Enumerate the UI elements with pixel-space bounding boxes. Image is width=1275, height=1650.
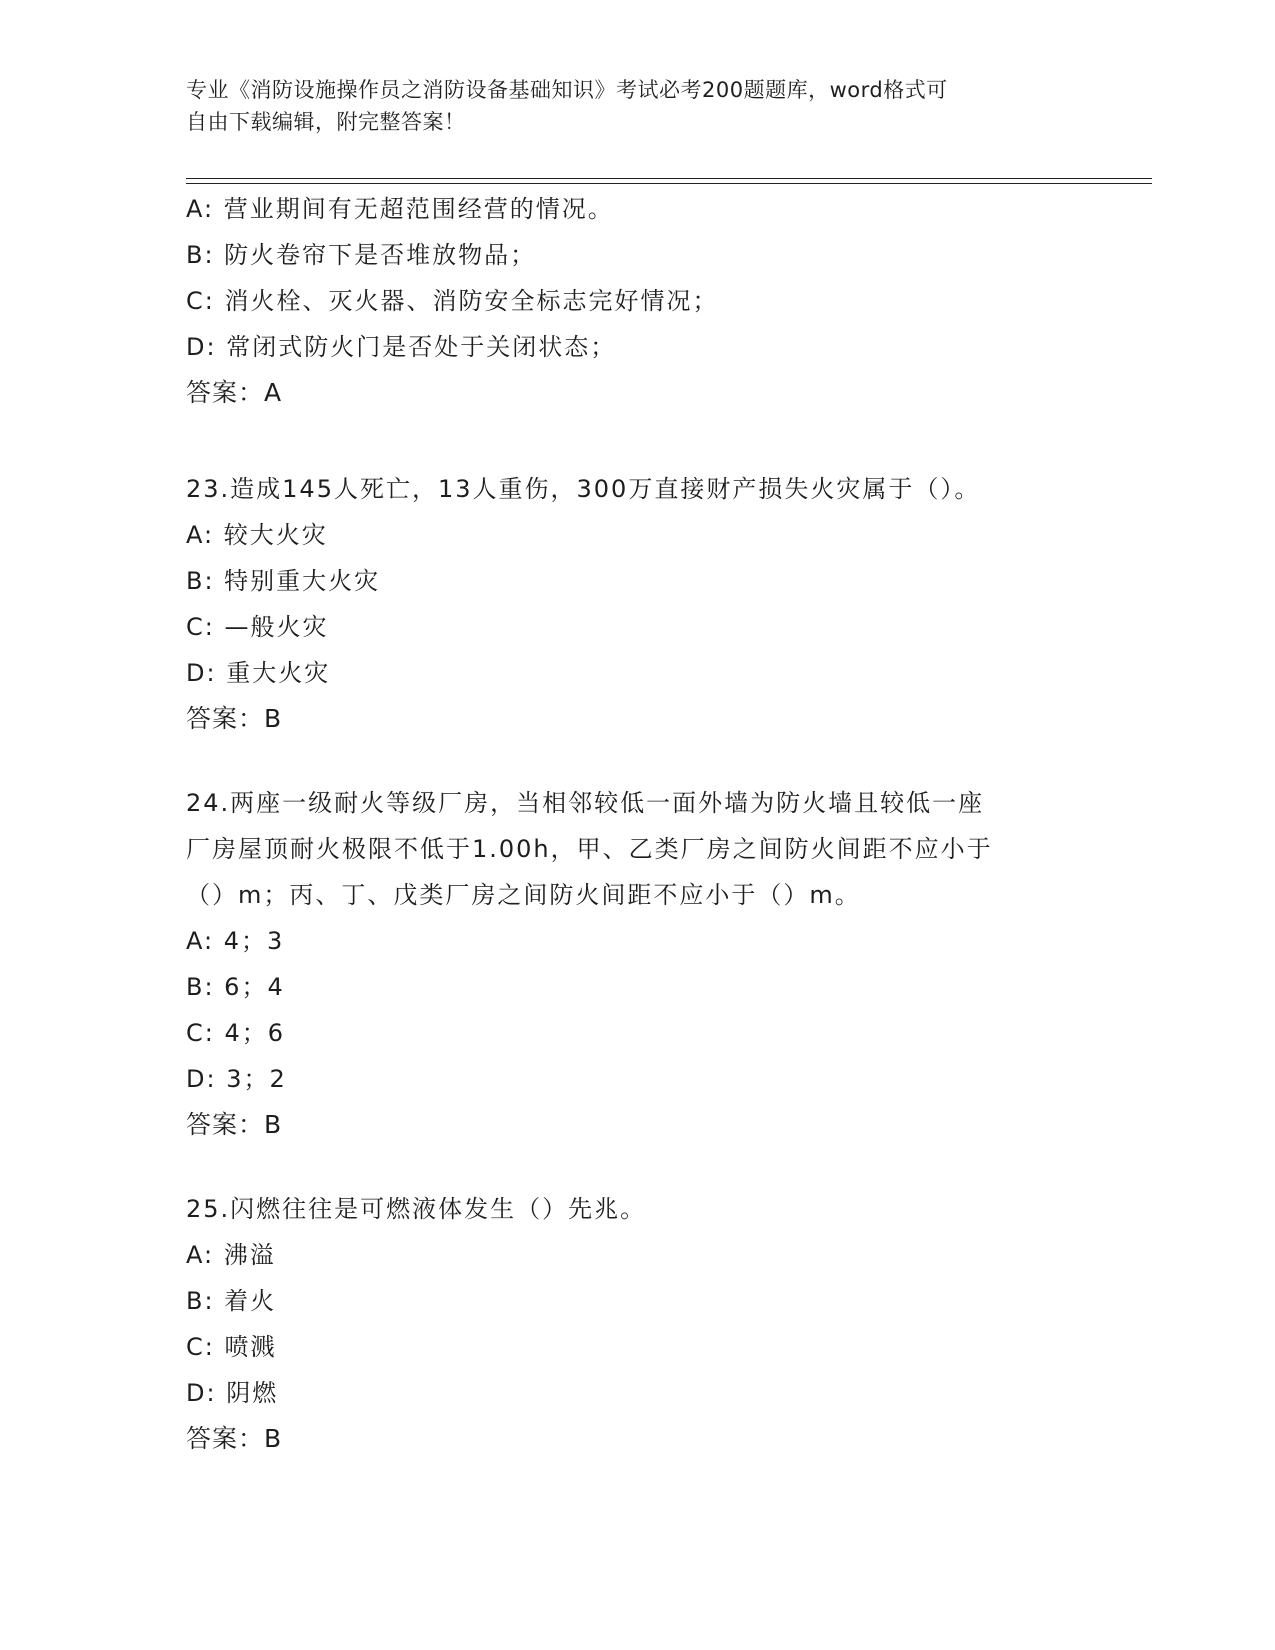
option-a: A: 4；3: [186, 927, 285, 955]
option-c: C: 4；6: [186, 1019, 286, 1047]
question-stem-line-3: （）m；丙、丁、戊类厂房之间防火间距不应小于（）m。: [186, 881, 861, 909]
option-d: D: 常闭式防火门是否处于关闭状态；: [186, 333, 617, 361]
question-stem-line-1: 24.两座一级耐火等级厂房，当相邻较低一面外墙为防火墙且较低一座: [186, 789, 985, 817]
answer: 答案：B: [186, 704, 283, 733]
option-b: B: 6；4: [186, 973, 285, 1001]
option-a: A: 营业期间有无超范围经营的情况。: [186, 195, 614, 223]
answer: 答案：A: [186, 378, 283, 407]
header-line-2: 自由下载编辑，附完整答案！: [186, 110, 466, 134]
question-stem: 23.造成145人死亡，13人重伤，300万直接财产损失火灾属于（）。: [186, 475, 981, 503]
option-c: C: —般火灾: [186, 613, 329, 641]
option-c: C: 消火栓、灭火器、消防安全标志完好情况；: [186, 287, 719, 315]
question-stem: 25.闪燃往往是可燃液体发生（）先兆。: [186, 1195, 647, 1223]
option-d: D: 3；2: [186, 1065, 287, 1093]
option-d: D: 重大火灾: [186, 659, 331, 687]
answer: 答案：B: [186, 1110, 283, 1139]
question-22: [186, 186, 1106, 416]
question-24: [186, 780, 1106, 1148]
header-divider-top: [186, 178, 1152, 179]
header-divider-bottom: [186, 183, 1152, 184]
option-a: A: 沸溢: [186, 1241, 276, 1269]
answer: 答案：B: [186, 1424, 283, 1453]
question-23: [186, 466, 1106, 742]
question-stem-line-2: 厂房屋顶耐火极限不低于1.00h，甲、乙类厂房之间防火间距不应小于: [186, 835, 993, 863]
question-25: [186, 1186, 1106, 1462]
option-b: B: 着火: [186, 1287, 277, 1315]
option-a: A: 较大火灾: [186, 521, 328, 549]
option-d: D: 阴燃: [186, 1379, 279, 1407]
option-c: C: 喷溅: [186, 1333, 277, 1361]
header-line-1: 专业《消防设施操作员之消防设备基础知识》考试必考200题题库，word格式可: [186, 78, 948, 102]
document-header: [186, 74, 1086, 138]
option-b: B: 防火卷帘下是否堆放物品；: [186, 241, 537, 269]
option-b: B: 特别重大火灾: [186, 567, 381, 595]
